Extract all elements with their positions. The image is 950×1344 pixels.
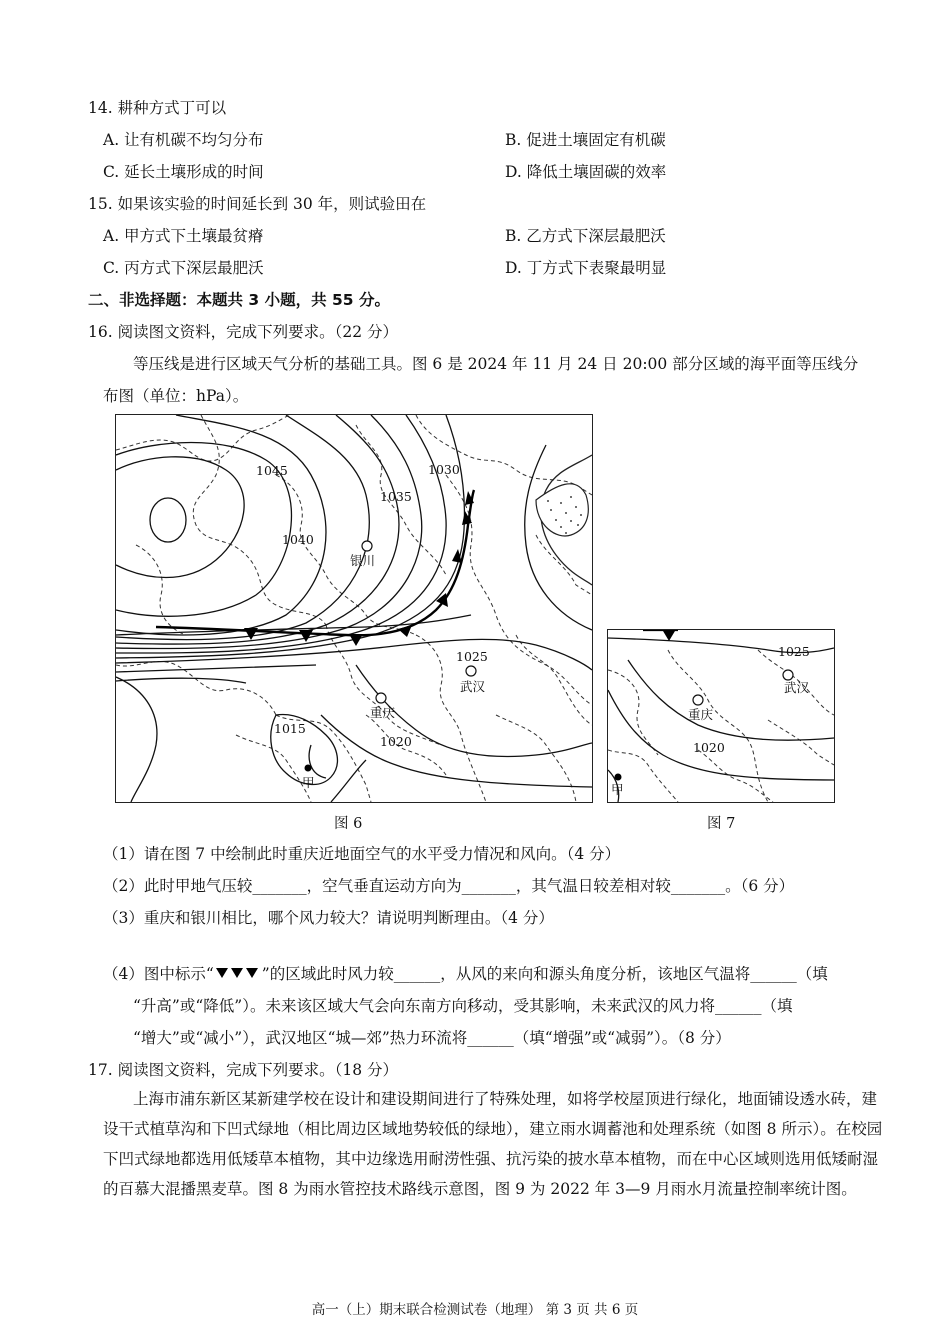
dotted-island	[536, 484, 588, 536]
figure-6-caption: 图 6	[334, 816, 363, 832]
figure-7-caption: 图 7	[707, 816, 736, 832]
q14-option-c: C. 延长土壤形成的时间	[103, 163, 264, 181]
q14-stem: 14. 耕种方式丁可以	[88, 99, 227, 117]
label-yinchuan: 银川	[350, 553, 376, 568]
fig7-label-chongqing: 重庆	[688, 707, 714, 722]
figure-7-detail-map	[607, 629, 835, 803]
label-1020: 1020	[380, 734, 412, 749]
chongqing-marker-fig7	[693, 695, 703, 705]
q16-sub1: （1）请在图 7 中绘制此时重庆近地面空气的水平受力情况和风向。（4 分）	[103, 845, 621, 863]
label-1040: 1040	[282, 532, 314, 547]
q14-option-d: D. 降低土壤固碳的效率	[505, 163, 667, 181]
q17-stem: 17. 阅读图文资料，完成下列要求。（18 分）	[88, 1061, 398, 1079]
q16-sub4-prefix: （4）图中标示“	[103, 965, 214, 983]
q14-option-b: B. 促进土壤固定有机碳	[505, 131, 666, 149]
q15-option-c: C. 丙方式下深层最肥沃	[103, 259, 264, 277]
figure-6-isobar-map	[115, 414, 593, 803]
fig7-label-1020: 1020	[693, 740, 725, 755]
jia-marker-fig7	[615, 774, 622, 781]
q15-option-a: A. 甲方式下土壤最贫瘠	[103, 227, 264, 245]
fig7-label-1025: 1025	[778, 644, 810, 659]
q16-stem: 16. 阅读图文资料，完成下列要求。（22 分）	[88, 323, 398, 341]
q16-sub2: （2）此时甲地气压较_______，空气垂直运动方向为_______，其气温日较差相对较_______。（6 分）	[103, 877, 795, 895]
yinchuan-marker	[362, 541, 372, 551]
label-chongqing: 重庆	[370, 705, 396, 720]
fig7-label-wuhan: 武汉	[784, 680, 810, 695]
wuhan-marker-fig7	[783, 670, 793, 680]
chongqing-marker	[376, 693, 386, 703]
q16-intro-line1: 等压线是进行区域天气分析的基础工具。图 6 是 2024 年 11 月 24 日 20:00 部分区域的海平面等压线分	[133, 355, 859, 373]
label-1030: 1030	[428, 462, 460, 477]
q17-paragraph: 上海市浦东新区某新建学校在设计和建设期间进行了特殊处理，如将学校屋顶进行绿化，地面铺设透水砖，建设干式植草沟和下凹式绿地（相比周边区域地势较低的绿地），建立雨水调蓄池和处理系统（如图 8 所示）。在校园下凹式绿地都选用低矮草本植物，其中边缘选用耐涝性强、抗污染的披水草本植物，而在中心区域则选用低矮耐湿的百慕大混播黑麦草。图 8 为雨水管控技术路线示意图，图 9 为 2022 年 3—9 月雨水月流量控制率统计图。	[103, 1090, 883, 1198]
q16-sub4-line1-text: ”的区域此时风力较______，从风的来向和源头角度分析，该地区气温将______（填	[261, 965, 828, 983]
wuhan-marker	[466, 666, 476, 676]
section2-heading: 二、非选择题：本题共 3 小题，共 55 分。	[88, 291, 390, 309]
q15-option-b: B. 乙方式下深层最肥沃	[505, 227, 666, 245]
label-1035: 1035	[380, 489, 412, 504]
label-1045: 1045	[256, 463, 288, 478]
cold-front-symbol-icon	[214, 967, 262, 979]
label-1025: 1025	[456, 649, 488, 664]
fig7-label-jia: 甲	[611, 782, 624, 797]
q16-sub4-line2: “升高”或“降低”）。未来该区域大气会向东南方向移动，受其影响，未来武汉的风力将______（填	[133, 997, 793, 1015]
q16-sub4-line3: “增大”或“减小”），武汉地区“城—郊”热力环流将______（填“增强”或“减弱”）。（8 分）	[133, 1029, 731, 1047]
q15-option-d: D. 丁方式下表聚最明显	[505, 259, 667, 277]
q16-sub3: （3）重庆和银川相比，哪个风力较大？请说明判断理由。（4 分）	[103, 909, 554, 927]
q14-option-a: A. 让有机碳不均匀分布	[103, 131, 264, 149]
page-footer: 高一（上）期末联合检测试卷（地理） 第 3 页 共 6 页	[311, 1302, 639, 1318]
q16-sub4-line1	[103, 962, 828, 984]
q15-stem: 15. 如果该实验的时间延长到 30 年，则试验田在	[88, 195, 427, 213]
q16-intro-line2: 布图（单位：hPa）。	[103, 387, 249, 405]
label-1015: 1015	[274, 721, 306, 736]
label-wuhan: 武汉	[460, 679, 486, 694]
label-jia: 甲	[302, 775, 315, 790]
isobars	[116, 415, 592, 802]
jia-marker	[305, 765, 312, 772]
